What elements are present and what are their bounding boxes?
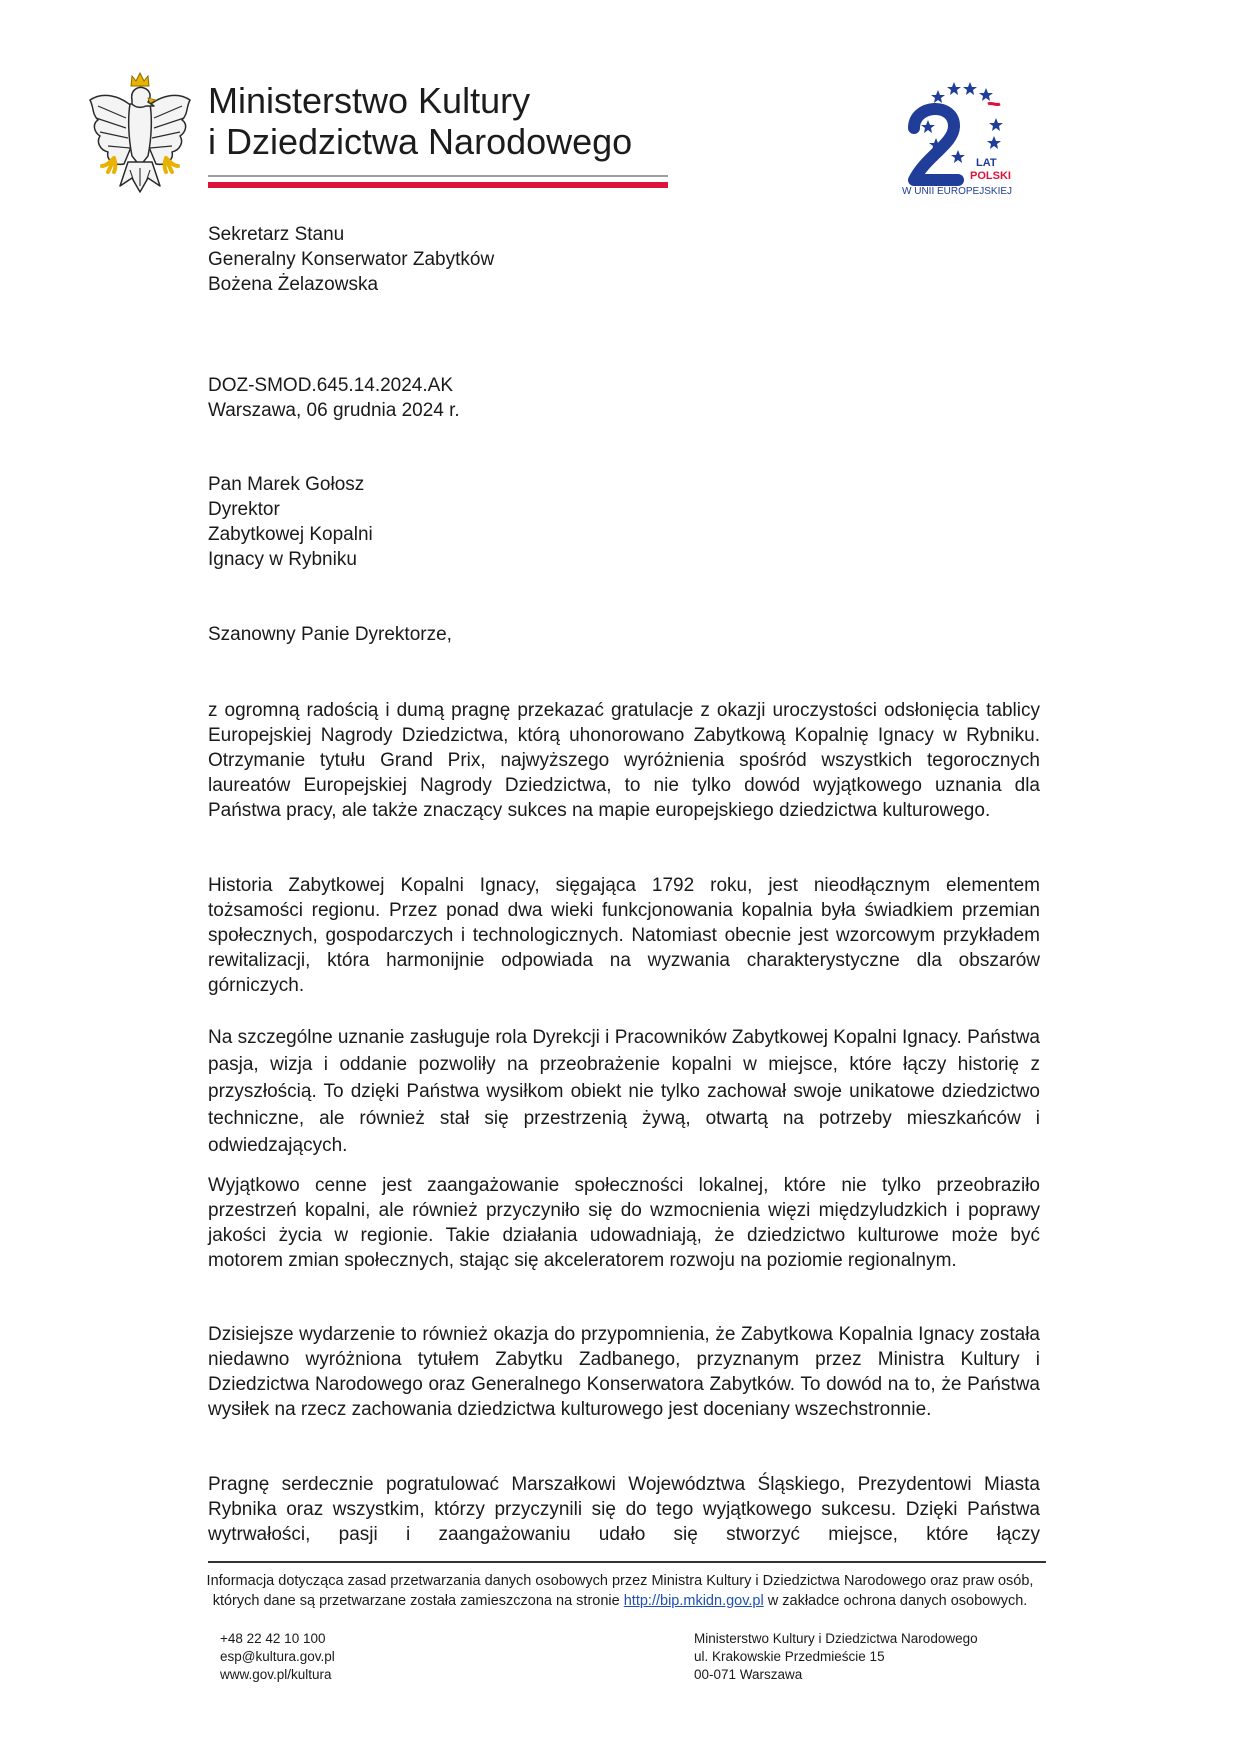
logo-line-lat: LAT (976, 157, 997, 169)
recipient-block (208, 472, 373, 572)
ministry-name (208, 80, 632, 162)
paragraph-3: Na szczególne uznanie zasługuje rola Dyrekcji i Pracowników Zabytkowej Kopalni Ignacy. Państwa pasja, wizja i oddanie pozwoliły na przeobrażenie kopalni w miejsce, które łączy historię z przyszłością. To dzięki Państwa wysiłkom obiekt nie tylko zachował swoje unikatowe dziedzictwo techniczne, ale również stał się przestrzenią żywą, otwartą na potrzeby mieszkańców i odwiedzających. (208, 1027, 1040, 1156)
ministry-name-line-1: Ministerstwo Kultury (208, 80, 531, 121)
place-date: Warszawa, 06 grudnia 2024 r. (208, 400, 460, 421)
paragraph-4: Wyjątkowo cenne jest zaangażowanie społeczności lokalnej, które nie tylko przeobraziło przestrzeń kopalni, ale również przyczyniło się do wzmocnienia więzi międzyludzkich i poprawy jakości życia w regionie. Takie działania udowadniają, że dziedzictwo kulturowe może być motorem zmian społecznych, stając się akceleratorem rozwoju na poziomie regionalnym. (208, 1175, 1040, 1271)
address-name: Ministerstwo Kultury i Dziedzictwa Narodowego (694, 1631, 978, 1646)
bip-link[interactable]: http://bip.mkidn.gov.pl (623, 1593, 764, 1609)
polish-eagle-emblem-icon (84, 70, 196, 194)
sender-title: Sekretarz Stanu (208, 224, 345, 245)
reference-number: DOZ-SMOD.645.14.2024.AK (208, 375, 453, 396)
letterhead (84, 70, 664, 195)
paragraph-2: Historia Zabytkowej Kopalni Ignacy, sięgająca 1792 roku, jest nieodłącznym elementem tożsamości regionu. Przez ponad dwa wieki funkcjonowania kopalnia była świadkiem przemian społecznych, gospodarczych i technologicznych. Natomiast obecnie jest wzorcowym przykładem rewitalizacji, która harmonijnie odpowiada na wyzwania charakterystyczne dla obszarów górniczych. (208, 875, 1040, 996)
email-address[interactable]: esp@kultura.gov.pl (220, 1649, 335, 1664)
privacy-line-2: których dane są przetwarzane została zamieszczona na stronie http://bip.mkidn.gov.pl w zakładce ochrona danych osobowych. (212, 1593, 1028, 1609)
recipient-line-4: Ignacy w Rybniku (208, 549, 357, 570)
sender-role: Generalny Konserwator Zabytków (208, 249, 495, 270)
logo-line-ue: W UNII EUROPEJSKIEJ (902, 186, 1013, 197)
flag-ribbon-icon (988, 103, 1000, 104)
privacy-line-1: Informacja dotycząca zasad przetwarzania danych osobowych przez Ministra Kultury i Dziedzictwa Narodowego oraz praw osób, (206, 1573, 1034, 1589)
paragraph-1: z ogromną radością i dumą pragnę przekazać gratulacje z okazji uroczystości odsłonięcia tablicy Europejskiej Nagrody Dziedzictwa, którą uhonorowano Zabytkową Kopalnię Ignacy w Rybniku. Otrzymanie tytułu Grand Prix, najwyższego wyróżnienia spośród wszystkich tegorocznych laureatów Europejskiej Nagrody Dziedzictwa, to nie tylko dowód wyjątkowego uznania dla Państwa pracy, ale także znaczący sukces na mapie europejskiego dziedzictwa kulturowego. (208, 700, 1040, 821)
address-city: 00-071 Warszawa (694, 1667, 803, 1682)
address-street: ul. Krakowskie Przedmieście 15 (694, 1649, 885, 1664)
recipient-line-2: Dyrektor (208, 499, 280, 520)
recipient-line-3: Zabytkowej Kopalni (208, 524, 373, 545)
privacy-notice (120, 1571, 1120, 1611)
salutation: Szanowny Panie Dyrektorze, (208, 624, 452, 645)
paragraph-5: Dzisiejsze wydarzenie to również okazja do przypomnienia, że Zabytkowa Kopalnia Ignacy została niedawno wyróżniona tytułem Zabytku Zadbanego, przyznanym przez Ministra Kultury i Dziedzictwa Narodowego oraz Generalnego Konserwatora Zabytków. To dowód na to, że Państwa wysiłek na rzecz zachowania dziedzictwa kulturowego jest doceniany wszechstronnie. (208, 1324, 1040, 1420)
paragraph-6: Pragnę serdecznie pogratulować Marszałkowi Województwa Śląskiego, Prezydentowi Miasta Rybnika oraz wszystkim, którzy przyczynili się do tego wyjątkowego sukcesu. Dzięki Państwa wytrwałości, pasji i zaangażowaniu udało się stworzyć miejsce, które łączy (208, 1474, 1040, 1545)
logo-line-polski: POLSKI (970, 170, 1011, 182)
contact-details (220, 1630, 335, 1684)
flag-divider (208, 175, 668, 188)
reference-block (208, 373, 460, 423)
ministry-name-line-2: i Dziedzictwa Narodowego (208, 121, 633, 162)
sender-block (208, 222, 494, 297)
postal-address (694, 1630, 978, 1684)
phone-number: +48 22 42 10 100 (220, 1631, 326, 1646)
sender-name: Bożena Żelazowska (208, 274, 379, 295)
recipient-line-1: Pan Marek Gołosz (208, 474, 365, 495)
website[interactable]: www.gov.pl/kultura (220, 1667, 332, 1682)
eu-20-years-logo (892, 80, 1032, 205)
footer-divider (208, 1561, 1046, 1563)
